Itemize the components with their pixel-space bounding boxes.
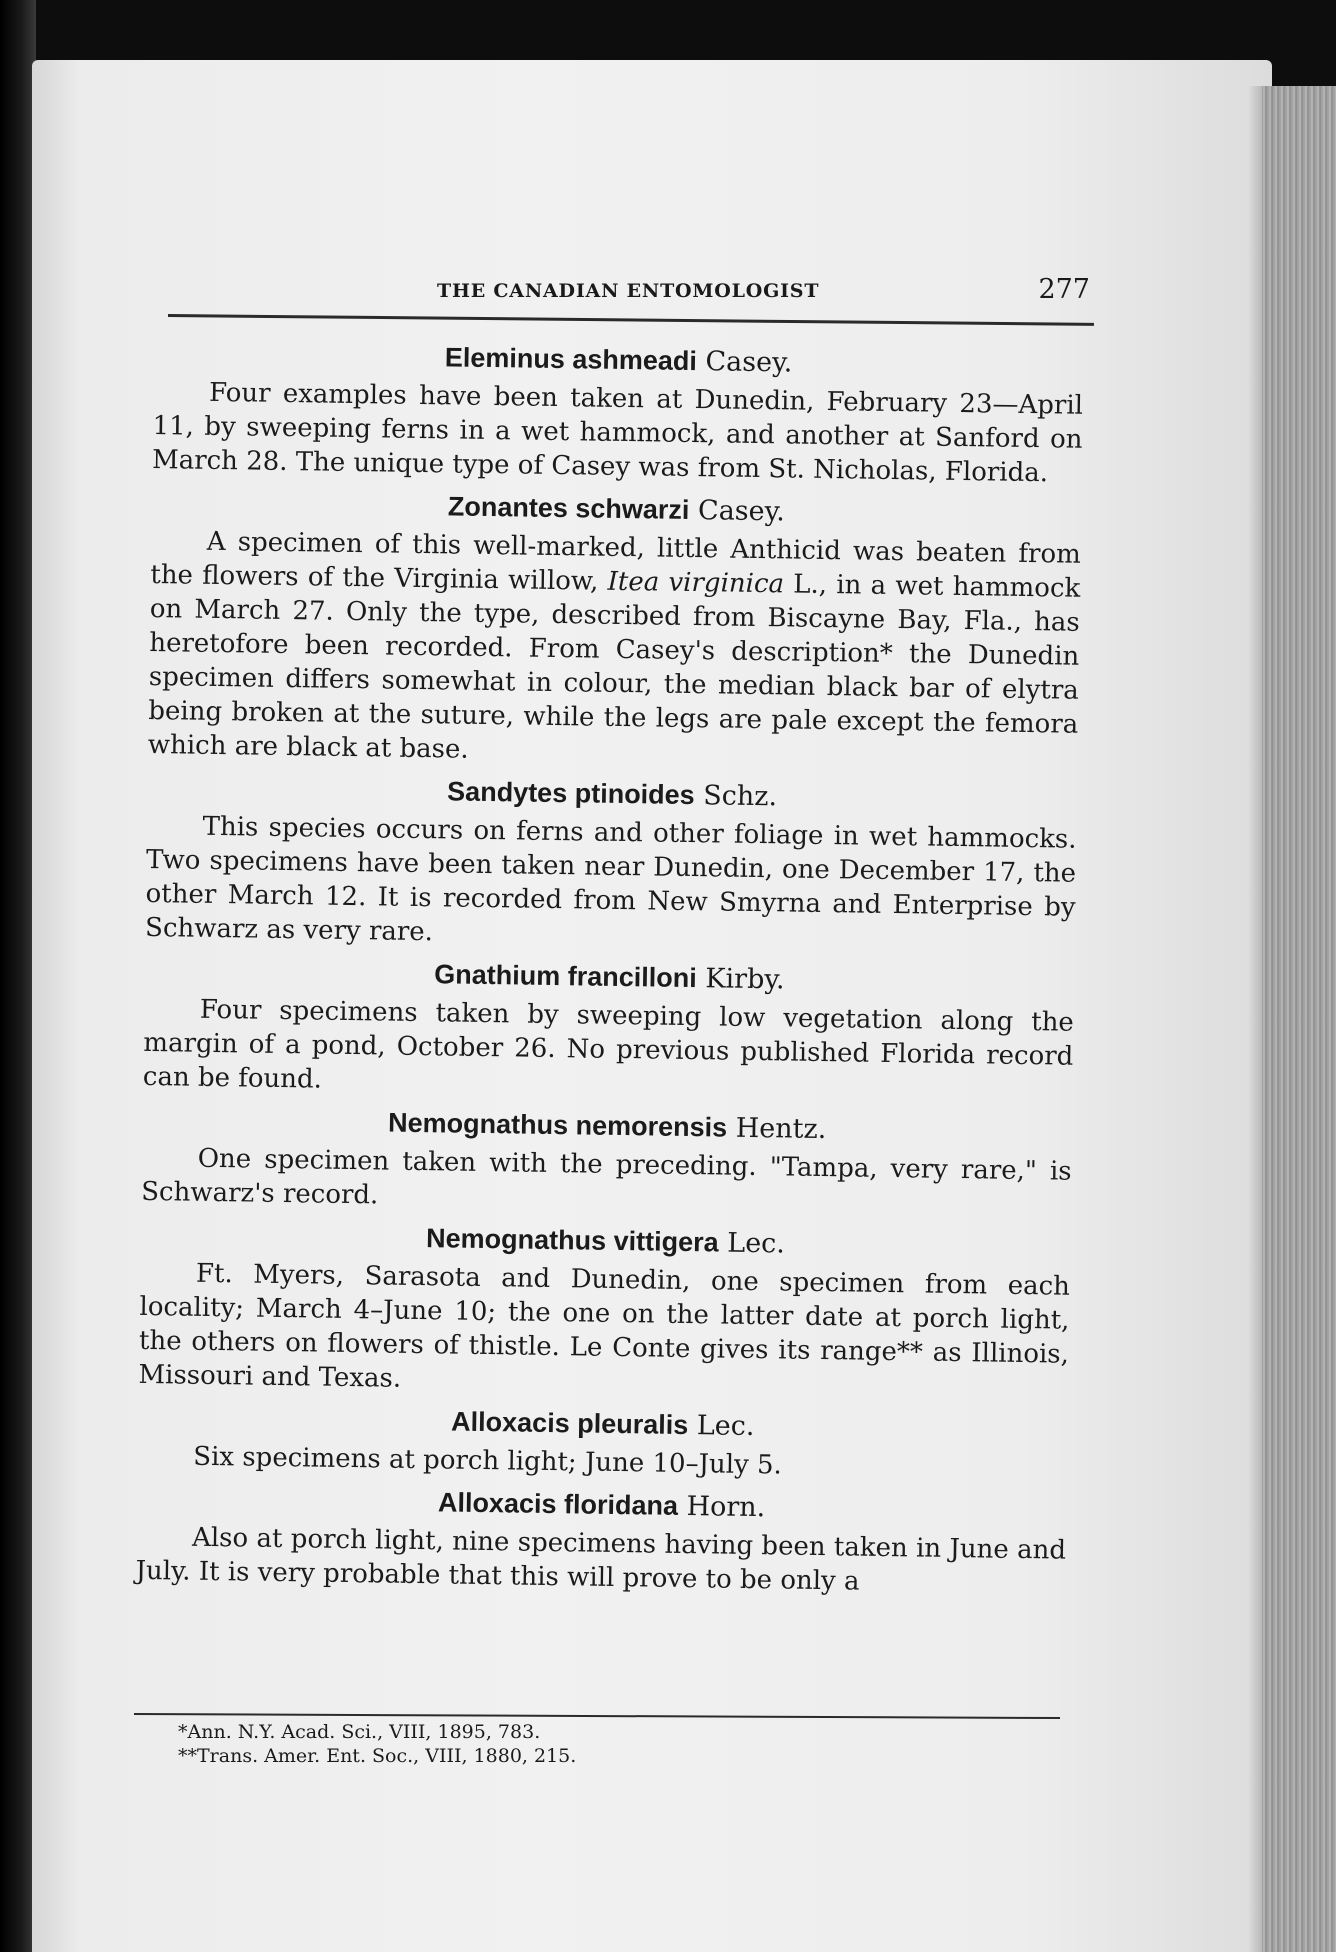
species-author: Lec. [696,1410,755,1443]
species-name: Sandytes ptinoides [446,776,695,811]
species-author: Hentz. [735,1112,827,1146]
italic-species-name: Itea virginica [607,566,785,600]
species-text [148,524,1081,776]
species-text: Also at porch light, nine specimens having been taken in June and July. It is very probable that this will prove to be only a [135,1522,1067,1597]
species-text: One specimen taken with the preceding. "Tampa, very rare," is Schwarz's record. [140,1143,1072,1211]
footnote: *Ann. N.Y. Acad. Sci., VIII, 1895, 783. [178,1721,541,1743]
species-text: Four specimens taken by sweeping low vegetation along the margin of a pond, October 26. No previous published Florida record can be found. [142,994,1075,1095]
book-page-edges [1262,86,1336,1952]
species-entry [148,485,1082,776]
species-name: Nemognathus nemorensis [387,1107,728,1143]
species-name: Gnathium francilloni [434,959,697,994]
species-entry [138,1217,1070,1406]
page-body [135,330,1084,1610]
species-text: Ft. Myers, Sarasota and Dunedin, one specimen from each locality; March 4–June 10; the one on the latter date at porch light, the others on flowers of thistle. Le Conte gives its range** as Illinois, Missouri and Texas. [138,1258,1071,1394]
species-entry [137,1400,1068,1487]
species-author: Casey. [697,495,786,528]
text-segment: A specimen of this well-marked, little Anthicid was beaten from the flowers of the Virginia willow, [150,526,1081,597]
species-author: Horn. [686,1491,766,1524]
species-entry [152,336,1084,491]
species-entry [145,770,1077,959]
running-head: THE CANADIAN ENTOMOLOGIST [437,280,820,302]
species-author: Schz. [703,780,778,813]
species-name: Alloxacis pleuralis [450,1406,689,1441]
species-text: Six specimens at porch light; June 10–July 5. [193,1441,783,1481]
species-entry [143,953,1075,1108]
species-name: Alloxacis floridana [437,1487,679,1521]
species-name: Eleminus ashmeadi [444,342,698,377]
footnotes [178,1720,978,1768]
species-entry [135,1481,1066,1602]
page-header [172,270,1092,316]
species-text: Four examples have been taken at Dunedin, February 23—April 11, by sweeping ferns in a wet hammock, and another at Sanford on March 28. The unique type of Casey was from St. Nicholas, Florida. [151,377,1084,489]
species-author: Kirby. [705,963,785,996]
film-left-edge [0,0,36,1952]
text-segment: L., in a wet hammock on March 27. Only the type, described from Biscayne Bay, Fla., has heretofore been recorded. From Casey's description* the Dunedin specimen differs somewhat in colour, the median black bar of elytra being broken at the suture, while the legs are pale except the femora which are black at base. [147,569,1081,765]
species-name: Nemognathus vittigera [425,1223,719,1258]
species-author: Lec. [727,1227,786,1260]
footnote: **Trans. Amer. Ent. Soc., VIII, 1880, 215. [178,1745,577,1767]
page-number: 277 [1038,274,1090,305]
species-name: Zonantes schwarzi [447,491,690,525]
species-entry [141,1102,1072,1223]
species-text: This species occurs on ferns and other foliage in wet hammocks. Two specimens have been taken near Dunedin, one December 17, the other March 12. It is recorded from New Smyrna and Enterprise by Schwarz as very rare. [144,811,1077,948]
species-author: Casey. [705,346,793,379]
